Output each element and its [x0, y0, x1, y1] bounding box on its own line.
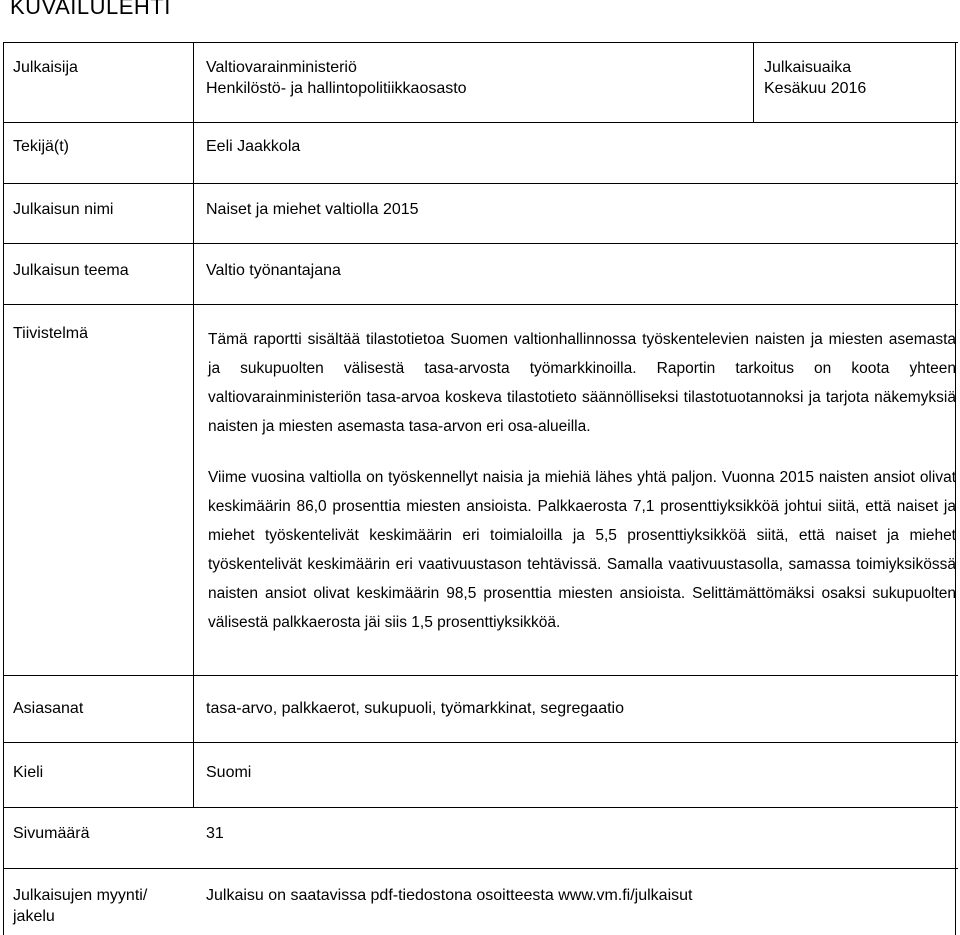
- value-julkaisuaika: Kesäkuu 2016: [764, 80, 867, 97]
- row-divider: [3, 304, 958, 305]
- abstract-text: [208, 325, 956, 637]
- value-julkaisun-nimi: Naiset ja miehet valtiolla 2015: [206, 201, 419, 218]
- table-border-left: [3, 42, 4, 935]
- row-divider: [3, 807, 958, 808]
- row-divider: [3, 183, 958, 184]
- label-julkaisuaika: Julkaisuaika: [764, 59, 852, 76]
- value-kieli: Suomi: [206, 764, 252, 781]
- document-title: KUVAILULEHTI: [10, 0, 171, 19]
- row-divider: [3, 868, 958, 869]
- label-myynti-line1: Julkaisujen myynti/: [13, 887, 148, 904]
- value-julkaisija-line1: Valtiovarainministeriö: [206, 59, 357, 76]
- label-tiivistelma: Tiivistelmä: [13, 325, 88, 342]
- label-julkaisun-teema: Julkaisun teema: [13, 262, 129, 279]
- label-julkaisun-nimi: Julkaisun nimi: [13, 201, 114, 218]
- row-divider: [3, 243, 958, 244]
- value-tekijat: Eeli Jaakkola: [206, 138, 301, 155]
- row-divider: [3, 122, 958, 123]
- label-sivumaara: Sivumäärä: [13, 825, 90, 842]
- abstract-paragraph-2: Viime vuosina valtiolla on työskennellyt naisia ja miehiä lähes yhtä paljon. Vuonna 2015 naisten ansiot olivat keskimäärin 86,0 prosenttia miesten ansioista. Palkkaerosta 7,1 prosenttiyksikköä johtui siitä, että naiset ja miehet työskentelivät keskimäärin eri toimialoilla ja 5,5 prosenttiyksikköä siitä, että naiset ja miehet työskentelivät keskimäärin eri vaativuustason tehtävissä. Samalla vaativuustasolla, samassa toimiyksikössä naisten ansiot olivat keskimäärin 98,5 prosenttia miesten ansioista. Selittämättömäksi osaksi sukupuolten välisestä palkkaerosta jäi siis 1,5 prosenttiyksikköä.: [208, 469, 956, 631]
- value-julkaisija-line2: Henkilöstö- ja hallintopolitiikkaosasto: [206, 80, 467, 97]
- value-myynti: Julkaisu on saatavissa pdf-tiedostona osoitteesta www.vm.fi/julkaisut: [206, 887, 693, 904]
- label-julkaisija: Julkaisija: [13, 59, 78, 76]
- label-myynti-line2: jakelu: [13, 908, 55, 925]
- column-divider: [193, 42, 194, 807]
- description-table: [3, 42, 958, 935]
- column-divider: [753, 42, 754, 122]
- value-sivumaara: 31: [206, 825, 224, 842]
- table-border-top: [3, 42, 958, 43]
- value-asiasanat: tasa-arvo, palkkaerot, sukupuoli, työmarkkinat, segregaatio: [206, 700, 624, 717]
- row-divider: [3, 742, 958, 743]
- row-divider: [3, 675, 958, 676]
- abstract-paragraph-1: Tämä raportti sisältää tilastotietoa Suomen valtionhallinnossa työskentelevien naisten ja miesten asemasta ja sukupuolten välisestä tasa-arvosta työmarkkinoilla. Raportin tarkoitus on koota yhteen valtiovarainministeriön tasa-arvoa koskeva tilastotieto säännölliseksi tilastotuotannoksi ja tarjota näkemyksiä naisten ja miesten asemasta tasa-arvon eri osa-alueilla.: [208, 331, 956, 435]
- value-julkaisun-teema: Valtio työnantajana: [206, 262, 341, 279]
- label-tekijat: Tekijä(t): [13, 138, 70, 155]
- label-asiasanat: Asiasanat: [13, 700, 84, 717]
- label-kieli: Kieli: [13, 764, 44, 781]
